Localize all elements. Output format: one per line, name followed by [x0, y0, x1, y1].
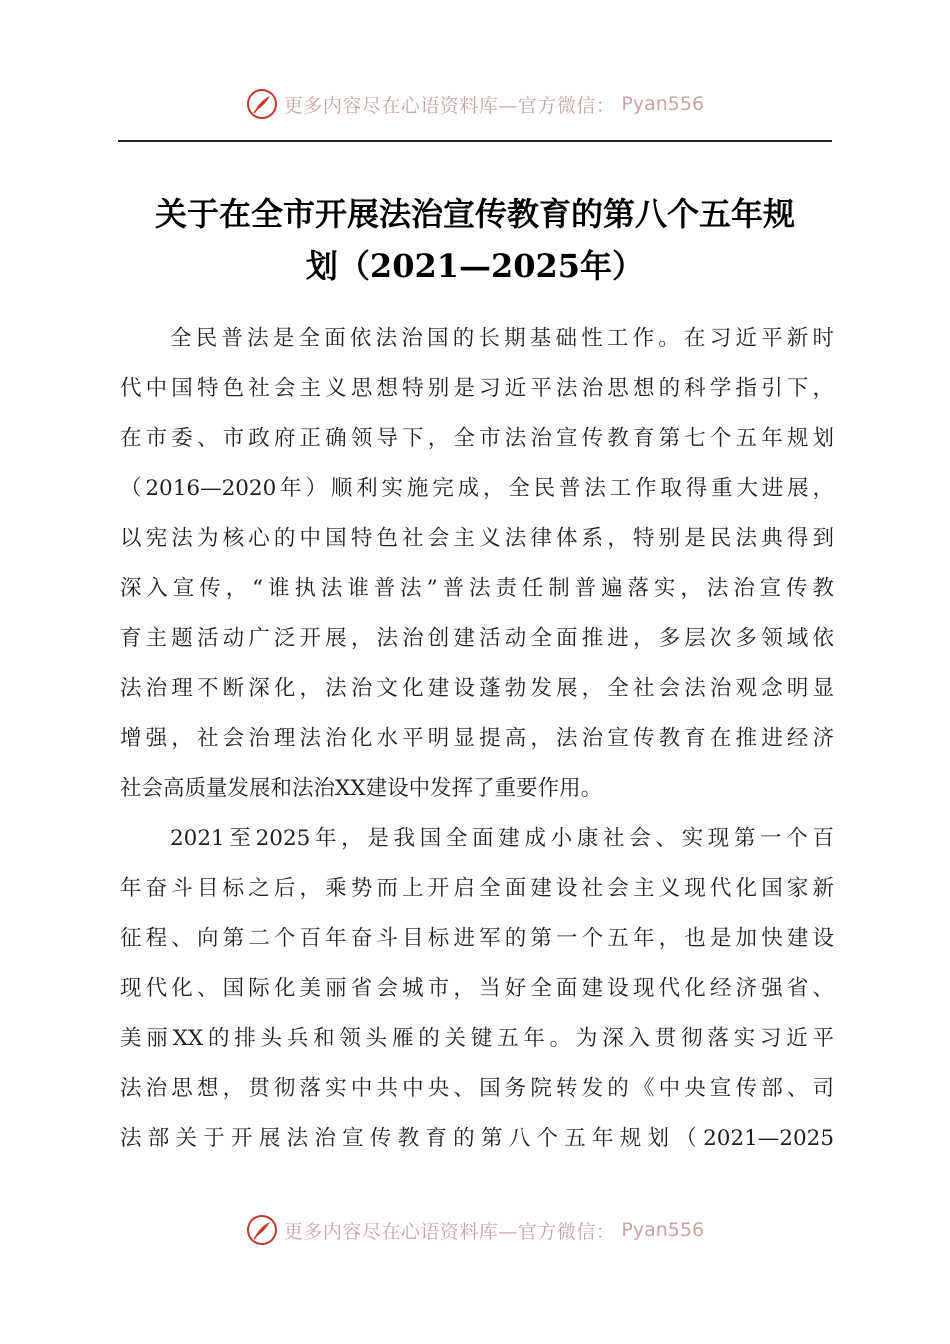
text-line: 年奋斗目标之后，乘势而上开启全面建设社会主义现代化国家新 [120, 876, 834, 901]
text-line: 增强，社会治理法治化水平明显提高，法治宣传教育在推进经济 [120, 726, 834, 751]
paragraph-1 [120, 314, 834, 814]
header-divider [118, 140, 832, 142]
quill-logo-icon [246, 1214, 278, 1246]
header-watermark [0, 84, 950, 124]
text-line: 社会高质量发展和法治XX建设中发挥了重要作用。 [120, 776, 603, 801]
watermark-wechat-id: Pyan556 [621, 93, 705, 115]
text-line: 法治理不断深化，法治文化建设蓬勃发展，全社会法治观念明显 [120, 676, 834, 701]
paragraph-2 [120, 814, 834, 1164]
text-line: 法部关于开展法治宣传教育的第八个五年规划（2021—2025 [120, 1126, 834, 1151]
watermark-text: 更多内容尽在心语资料库—官方微信： [283, 1220, 616, 1243]
text-line: 征程、向第二个百年奋斗目标进军的第一个五年，也是加快建设 [120, 926, 834, 951]
watermark-text: 更多内容尽在心语资料库—官方微信： [283, 94, 616, 117]
document-title [110, 188, 840, 292]
title-line: 划（2021—2025年） [305, 247, 645, 285]
text-line: 深入宣传，“谁执法谁普法”普法责任制普遍落实，法治宣传教 [120, 576, 834, 601]
text-line: 全民普法是全面依法治国的长期基础性工作。在习近平新时 [170, 326, 834, 351]
document-body [120, 314, 834, 1164]
title-line: 关于在全市开展法治宣传教育的第八个五年规 [154, 195, 795, 233]
text-line: 代中国特色社会主义思想特别是习近平法治思想的科学指引下， [120, 376, 834, 401]
text-line: 在市委、市政府正确领导下，全市法治宣传教育第七个五年规划 [120, 426, 834, 451]
text-line: （2016—2020年）顺利实施完成，全民普法工作取得重大进展， [120, 476, 834, 501]
text-line: 现代化、国际化美丽省会城市，当好全面建设现代化经济强省、 [120, 976, 834, 1001]
text-line: 法治思想，贯彻落实中共中央、国务院转发的《中央宣传部、司 [120, 1076, 834, 1101]
text-line: 2021至2025年，是我国全面建成小康社会、实现第一个百 [170, 826, 834, 851]
text-line: 育主题活动广泛开展，法治创建活动全面推进，多层次多领域依 [120, 626, 834, 651]
text-line: 美丽XX的排头兵和领头雁的关键五年。为深入贯彻落实习近平 [120, 1026, 834, 1051]
watermark-wechat-id: Pyan556 [621, 1219, 705, 1241]
text-line: 以宪法为核心的中国特色社会主义法律体系，特别是民法典得到 [120, 526, 834, 551]
quill-logo-icon [246, 88, 278, 120]
footer-watermark [0, 1210, 950, 1250]
